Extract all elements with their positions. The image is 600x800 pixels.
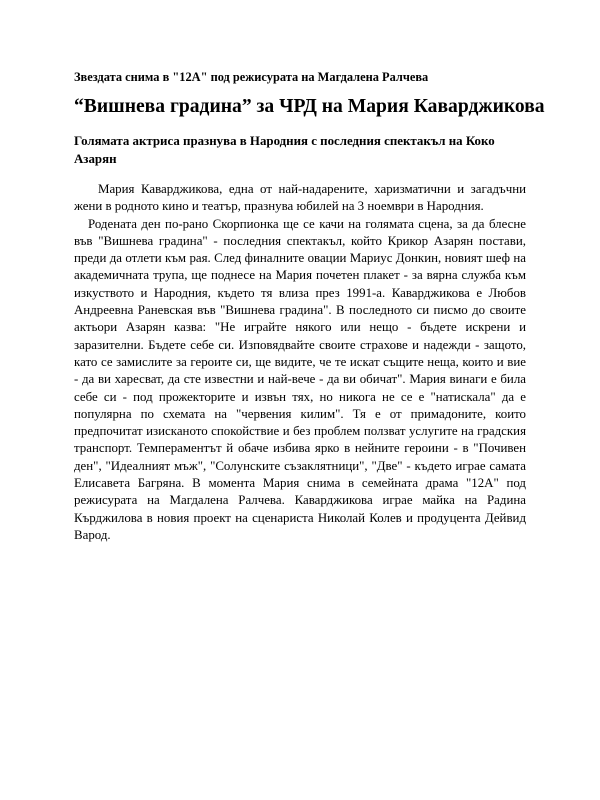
article-paragraph-1: Мария Каварджикова, една от най-надарените, харизматични и загадъчни жени в родното кино и театър, празнува юбилей на 3 ноември в Народния. [74,182,526,214]
article-headline: “Вишнева градина” за ЧРД на Мария Каварджикова [74,96,545,117]
article-subheadline: Голямата актриса празнува в Народния с последния спектакъл на Коко Азарян [74,134,495,166]
article-body [74,181,526,544]
article-paragraph-2: Родената ден по-рано Скорпионка ще се качи на голямата сцена, за да блесне във "Вишнева градина" - последния спектакъл, който Крикор Азарян постави, преди да отлети към рая. След финалните овации Мариус Донкин, новият шеф на академичната трупа, ще поднесе на Мария почетен плакет - за вярна служба към изкуството и Народния, където тя влиза през 1991-а. Каварджикова е Любов Андреевна Раневская във "Вишнева градина". В последното си писмо до своите актьори Азарян казва: "Не играйте някого или нещо - бъдете искрени и заразителни. Бъдете себе си. Изповядвайте своите страхове и надежди - защото, като се замислите за героите си, ще видите, че те искат същите неща, които и вие - да ви харесват, да сте известни и най-вече - да ви обичат". Мария винаги е била себе си - под прожекторите и извън тях, но никога не се е "натискала" да е популярна по схемата на "червения килим". Тя е от примадоните, които предпочитат изисканото спокойствие и без проблем ползват услугите на градския транспорт. Темпераментът й обаче избива ярко в нейните героини - в "Почивен ден", "Идеалният мъж", "Солунските съзаклятници", "Две" - където играе самата Елисавета Багряна. В момента Мария снима в семейната драма "12А" под режисурата на Магдалена Ралчева. Каварджикова играе майка на Радина Кърджилова в новия проект на сценариста Николай Колев и продуцента Дейвид Варод. [74,216,526,542]
article-kicker: Звездата снима в "12А" под режисурата на Магдалена Ралчева [74,70,429,84]
